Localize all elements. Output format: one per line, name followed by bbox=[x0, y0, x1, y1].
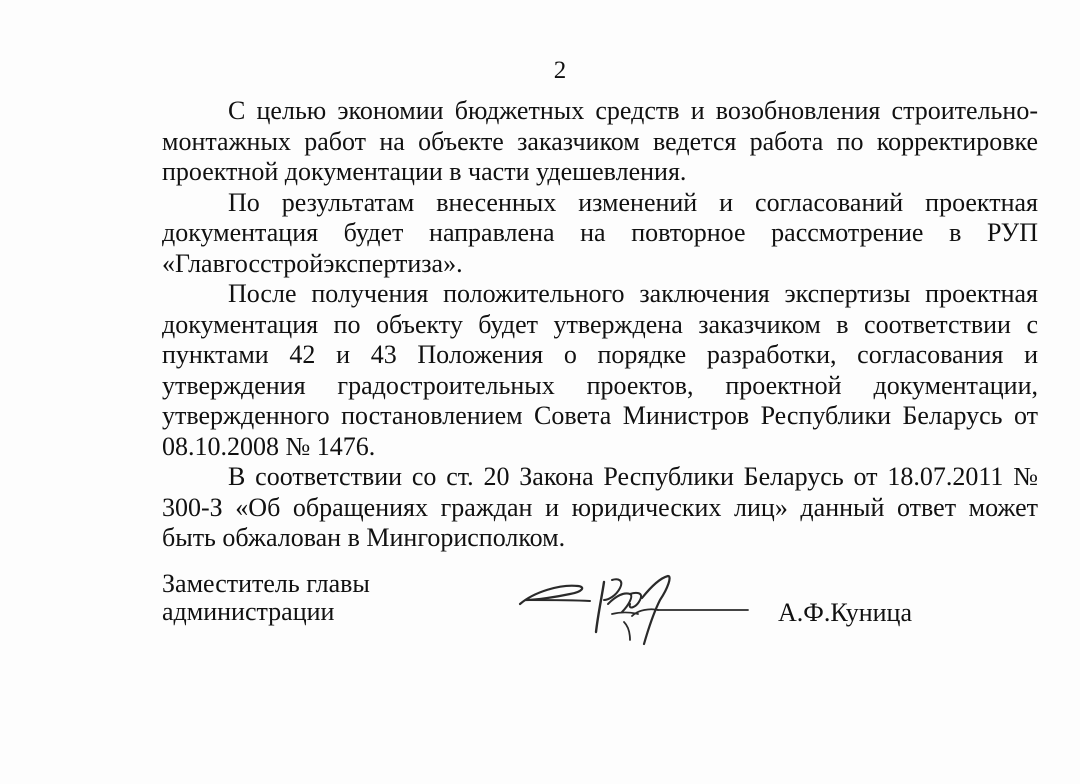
paragraph-approval: После получения положительного заключения экспертизы проектная документация по объекту будет утверждена заказчиком в соответствии с пунктами 42 и 43 Положения о порядке разработки, согласования и утверждения градостроительных проектов, проектной документации, утвержденного постановлением Совета Министров Республики Беларусь от 08.10.2008 № 1476. bbox=[162, 279, 1038, 461]
letter-body bbox=[162, 96, 1038, 554]
paragraph-expertise-review: По результатам внесенных изменений и согласований проектная документация будет направлена на повторное рассмотрение в РУП «Главгосстройэкспертиза». bbox=[162, 187, 1038, 278]
paragraph-appeal: В соответствии со ст. 20 Закона Республики Беларусь от 18.07.2011 № 300-З «Об обращениях граждан и юридических лиц» данный ответ может быть обжалован в Мингорисполком. bbox=[162, 462, 1038, 552]
signer-position-line-2: администрации bbox=[162, 597, 335, 626]
signer-position-line-1: Заместитель главы bbox=[162, 569, 370, 598]
paragraph-budget-savings: С целью экономии бюджетных средств и возобновления строительно-монтажных работ на объекте заказчиком ведется работа по корректировке проектной документации в части удешевления. bbox=[162, 96, 1038, 186]
signer-name: А.Ф.Куница bbox=[778, 598, 912, 627]
page-number: 2 bbox=[553, 57, 567, 84]
handwritten-signature bbox=[512, 570, 752, 660]
signature-block bbox=[162, 570, 1038, 680]
signer-position bbox=[162, 570, 422, 626]
